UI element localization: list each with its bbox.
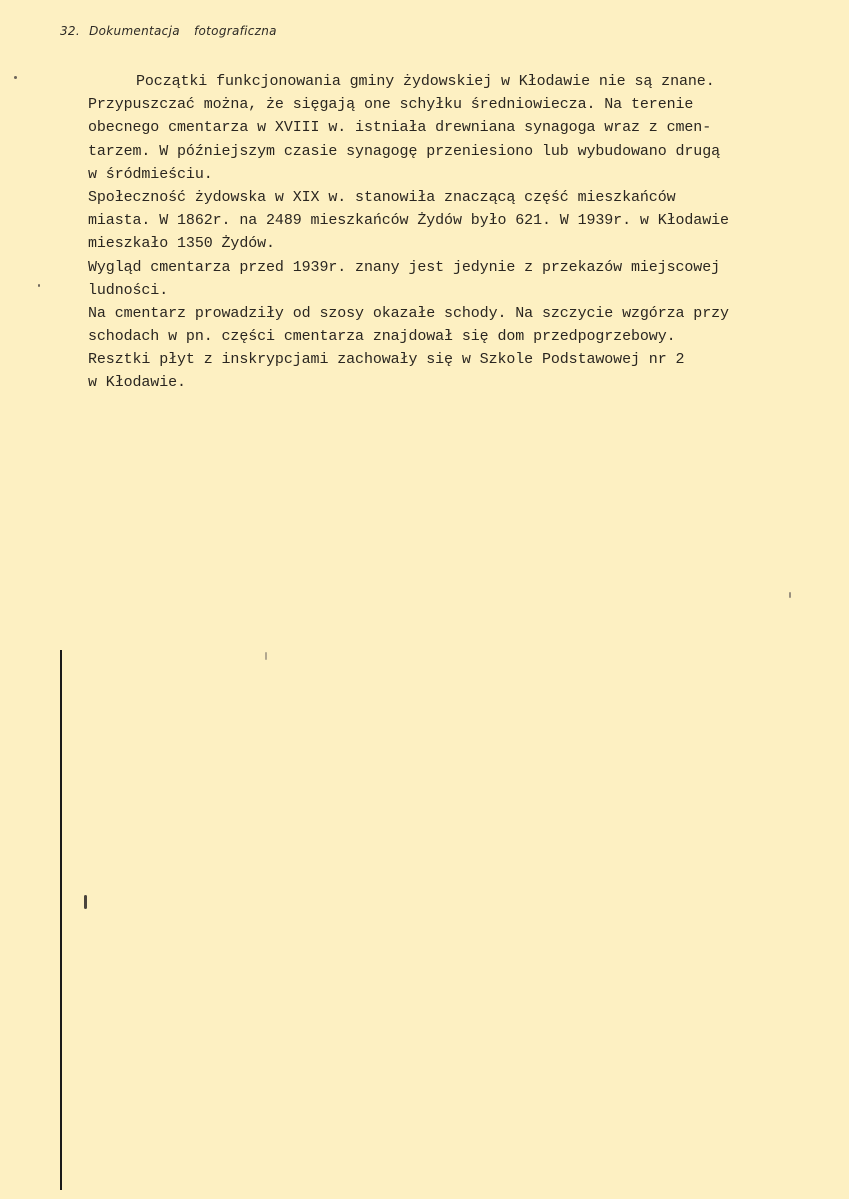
document-body (88, 70, 833, 395)
margin-rule (60, 650, 62, 1190)
text-line: ludności. (88, 281, 169, 299)
ink-speck (84, 895, 87, 909)
text-line: Początki funkcjonowania gminy żydowskiej w Kłodawie nie są znane. (136, 73, 715, 90)
text-line: Społeczność żydowska w XIX w. stanowiła znaczącą część mieszkańców (88, 188, 676, 206)
header-title-part1: Dokumentacja (89, 24, 180, 38)
text-line: miasta. W 1862r. na 2489 mieszkańców Żydów było 621. W 1939r. w Kłodawie (88, 212, 729, 230)
text-line: Przypuszczać można, że sięgają one schyłku średniowiecza. Na terenie (88, 96, 694, 114)
page-number: 32. (60, 24, 80, 38)
ink-speck (38, 284, 40, 287)
text-line: Wygląd cmentarza przed 1939r. znany jest jedynie z przekazów miejscowej (88, 258, 721, 276)
text-line: Na cmentarz prowadziły od szosy okazałe schody. Na szczycie wzgórza przy (88, 304, 729, 322)
text-line: w śródmieściu. (88, 165, 213, 183)
text-line: Resztki płyt z inskrypcjami zachowały się w Szkole Podstawowej nr 2 (88, 351, 685, 369)
text-line: schodach w pn. części cmentarza znajdował się dom przedpogrzebowy. (88, 328, 676, 346)
text-line: mieszkało 1350 Żydów. (88, 235, 275, 253)
ink-speck (789, 592, 791, 598)
text-line: w Kłodawie. (88, 374, 186, 392)
ink-speck (14, 76, 17, 79)
header-title-part2: fotograficzna (194, 24, 277, 38)
page-header (60, 24, 277, 38)
ink-speck (265, 652, 267, 660)
text-line: obecnego cmentarza w XVIII w. istniała drewniana synagoga wraz z cmen- (88, 119, 712, 137)
text-line: tarzem. W późniejszym czasie synagogę przeniesiono lub wybudowano drugą (88, 142, 721, 160)
